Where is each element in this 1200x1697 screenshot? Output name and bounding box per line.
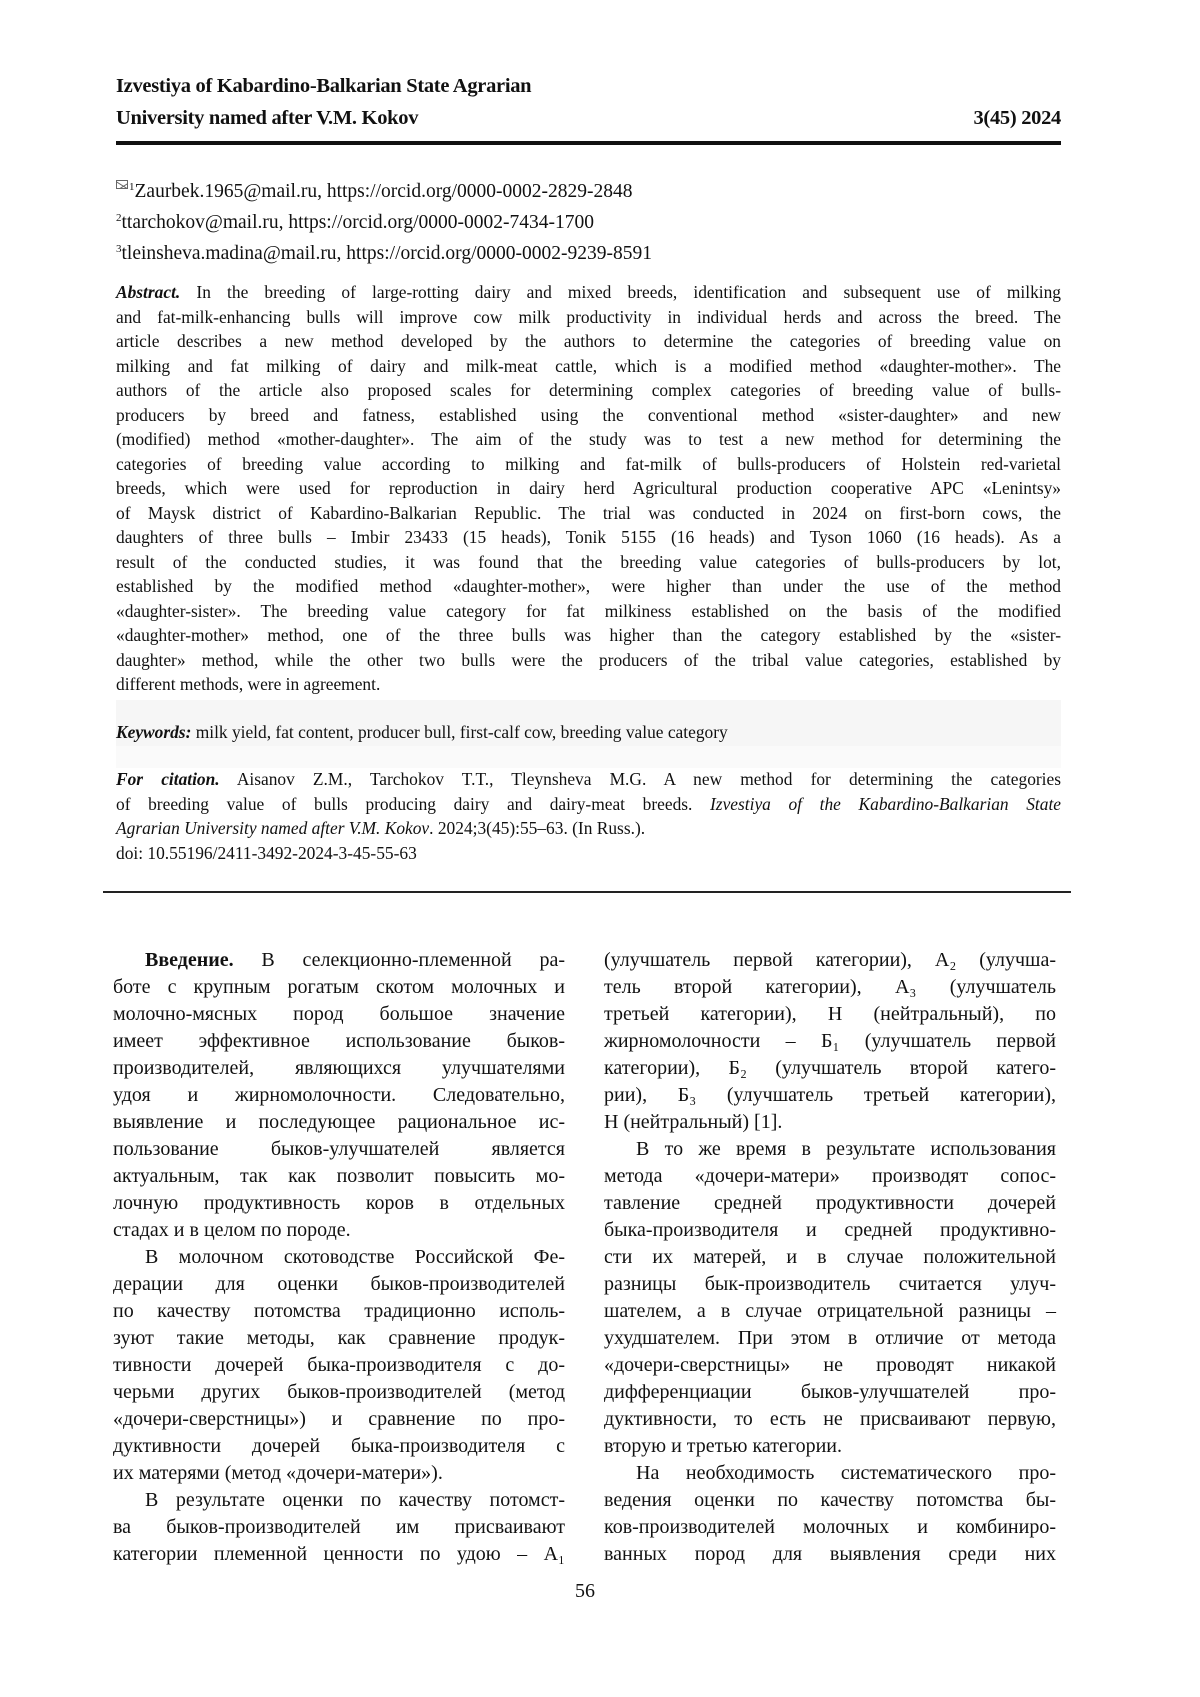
paragraph-line bbox=[604, 1271, 1056, 1298]
paragraph-text: по качеству потомства традиционно исполь- bbox=[113, 1300, 565, 1322]
paragraph-text: боте с крупным рогатым скотом молочных и bbox=[113, 976, 565, 998]
paragraph-line bbox=[113, 947, 565, 974]
abstract-text: «daughter-mother» method, one of the three bulls was higher than the category established by the «sister- bbox=[116, 625, 1061, 645]
paragraph-line bbox=[113, 1244, 565, 1271]
abstract-line bbox=[116, 525, 1061, 550]
paragraph-text: сти их матерей, и в случае положительной bbox=[604, 1246, 1056, 1268]
paragraph-line bbox=[604, 1352, 1056, 1379]
paragraph-line bbox=[604, 1460, 1056, 1487]
paragraph-text: зуют такие методы, как сравнение продук- bbox=[113, 1327, 565, 1349]
header-divider bbox=[116, 141, 1061, 145]
abstract bbox=[116, 280, 1061, 697]
paragraph-text: В селекционно-племенной ра- bbox=[234, 949, 565, 971]
paragraph-text: ва быков-производителей им присваивают bbox=[113, 1516, 565, 1538]
citation bbox=[116, 767, 1061, 865]
paragraph-text: пользование быков-улучшателей является bbox=[113, 1138, 565, 1160]
paragraph-line bbox=[113, 1163, 565, 1190]
citation-journal: Izvestiya of the Kabardino-Balkarian State bbox=[710, 794, 1061, 814]
paragraph-line bbox=[604, 974, 1056, 1001]
paragraph-line bbox=[113, 1541, 565, 1568]
paragraph-line bbox=[113, 1271, 565, 1298]
paragraph-text: тивности дочерей быка-производителя с до- bbox=[113, 1354, 565, 1376]
paragraph-line bbox=[604, 1433, 1056, 1460]
paragraph-text: быка-производителя и средней продуктивно- bbox=[604, 1219, 1056, 1241]
paragraph-line bbox=[604, 1028, 1056, 1055]
paragraph-line bbox=[113, 1325, 565, 1352]
affiliation-number: 1 bbox=[129, 181, 135, 193]
paragraph-line bbox=[604, 1487, 1056, 1514]
issue-number: 3(45) 2024 bbox=[973, 102, 1061, 134]
paragraph-line bbox=[604, 1325, 1056, 1352]
abstract-text: «daughter-sister». The breeding value category for fat milkiness established on the basis of the modified bbox=[116, 601, 1061, 621]
contact-line bbox=[116, 174, 652, 205]
paragraph-line bbox=[113, 974, 565, 1001]
paragraph-line bbox=[113, 1055, 565, 1082]
abstract-text: categories of breeding value according to milking and fat-milk of bulls-producers of Holstein red-varietal bbox=[116, 454, 1061, 474]
contact-line bbox=[116, 205, 652, 236]
paragraph-line bbox=[604, 1001, 1056, 1028]
paragraph-line bbox=[604, 1217, 1056, 1244]
abstract-line bbox=[116, 280, 1061, 305]
citation-text: of breeding value of bulls producing dairy and dairy-meat breeds. bbox=[116, 794, 710, 814]
paragraph-line bbox=[604, 1379, 1056, 1406]
abstract-label: Abstract. bbox=[116, 282, 180, 302]
abstract-line bbox=[116, 476, 1061, 501]
abstract-text: milking and fat milking of dairy and milk-meat cattle, which is a modified method «daughter-mother». The bbox=[116, 356, 1061, 376]
paragraph-line bbox=[604, 1541, 1056, 1568]
paragraph-line bbox=[113, 1001, 565, 1028]
paragraph-line bbox=[113, 1487, 565, 1514]
abstract-text: result of the conducted studies, it was found that the breeding value categories of bulls-producers by lot, bbox=[116, 552, 1061, 572]
paragraph-line bbox=[113, 1028, 565, 1055]
paragraph-line bbox=[113, 1190, 565, 1217]
paragraph-line bbox=[604, 947, 1056, 974]
citation-text: Aisanov Z.M., Tarchokov T.T., Tleynsheva M.G. A new method for determining the categories bbox=[220, 769, 1061, 789]
abstract-text: different methods, were in agreement. bbox=[116, 674, 380, 694]
abstract-line bbox=[116, 599, 1061, 624]
keywords-text: milk yield, fat content, producer bull, first-calf cow, breeding value category bbox=[191, 722, 727, 742]
abstract-text: In the breeding of large-rotting dairy and mixed breeds, identification and subsequent use of milking bbox=[180, 282, 1061, 302]
paragraph-line bbox=[113, 1406, 565, 1433]
abstract-text: producers by breed and fatness, established using the conventional method «sister-daughter» and new bbox=[116, 405, 1061, 425]
contact-text: tleinsheva.madina@mail.ru, https://orcid.org/0000-0002-9239-8591 bbox=[122, 243, 652, 264]
keywords-label: Keywords: bbox=[116, 722, 191, 742]
paragraph-text: На необходимость систематического про- bbox=[636, 1462, 1056, 1484]
abstract-text: established by the modified method «daughter-mother», were higher than under the use of the method bbox=[116, 576, 1061, 596]
abstract-text: authors of the article also proposed scales for determining complex categories of breeding value of bulls- bbox=[116, 380, 1061, 400]
paragraph-text: ухудшателем. При этом в отличие от метода bbox=[604, 1327, 1056, 1349]
paragraph-line bbox=[604, 1055, 1056, 1082]
paragraph-text: категории племенной ценности по удою – А₁ bbox=[113, 1543, 565, 1565]
citation-journal: Agrarian University named after V.M. Kokov bbox=[116, 818, 429, 838]
paragraph-text: третьей категории), Н (нейтральный), по bbox=[604, 1003, 1056, 1025]
paragraph-text: производителей, являющихся улучшателями bbox=[113, 1057, 565, 1079]
paragraph-text: Н (нейтральный) [1]. bbox=[604, 1111, 782, 1133]
abstract-line bbox=[116, 378, 1061, 403]
abstract-line bbox=[116, 574, 1061, 599]
abstract-text: daughters of three bulls – Imbir 23433 (15 heads), Tonik 5155 (16 heads) and Tyson 1060 (16 heads). As a bbox=[116, 527, 1061, 547]
paragraph-text: ков-производителей молочных и комбиниро- bbox=[604, 1516, 1056, 1538]
paragraph-line bbox=[113, 1136, 565, 1163]
envelope-icon bbox=[116, 180, 128, 189]
paragraph-line bbox=[604, 1163, 1056, 1190]
paragraph-line bbox=[113, 1433, 565, 1460]
abstract-line bbox=[116, 427, 1061, 452]
abstract-line bbox=[116, 672, 1061, 697]
body-column-left bbox=[113, 947, 565, 1568]
paragraph-text: В то же время в результате использования bbox=[636, 1138, 1056, 1160]
section-heading: Введение. bbox=[145, 949, 234, 971]
paragraph-text: тель второй категории), А₃ (улучшатель bbox=[604, 976, 1056, 998]
paragraph-line bbox=[113, 1352, 565, 1379]
running-header bbox=[116, 70, 1061, 134]
abstract-line bbox=[116, 501, 1061, 526]
citation-text: . 2024;3(45):55–63. (In Russ.). bbox=[429, 818, 645, 838]
abstract-line bbox=[116, 623, 1061, 648]
paragraph-line bbox=[604, 1136, 1056, 1163]
paragraph-text: рии), Б₃ (улучшатель третьей категории), bbox=[604, 1084, 1056, 1106]
paragraph-text: дифференциации быков-улучшателей про- bbox=[604, 1381, 1056, 1403]
paragraph-text: актуальным, так как позволит повысить мо- bbox=[113, 1165, 565, 1187]
paragraph-line bbox=[113, 1217, 565, 1244]
contact-text: ttarchokov@mail.ru, https://orcid.org/0000-0002-7434-1700 bbox=[122, 212, 595, 233]
paragraph-line bbox=[604, 1298, 1056, 1325]
paragraph-text: ведения оценки по качеству потомства бы- bbox=[604, 1489, 1056, 1511]
abstract-text: breeds, which were used for reproduction in dairy herd Agricultural production cooperative APC «Lenintsy» bbox=[116, 478, 1061, 498]
paragraph-text: имеет эффективное использование быков- bbox=[113, 1030, 565, 1052]
paragraph-text: стадах и в целом по породе. bbox=[113, 1219, 351, 1241]
paragraph-line bbox=[113, 1298, 565, 1325]
paragraph-text: черьми других быков-производителей (метод bbox=[113, 1381, 565, 1403]
abstract-line bbox=[116, 329, 1061, 354]
abstract-text: (modified) method «mother-daughter». The aim of the study was to test a new method for determining the bbox=[116, 429, 1061, 449]
journal-title-line2: University named after V.M. Kokov bbox=[116, 102, 1061, 134]
contact-line bbox=[116, 236, 652, 267]
keywords bbox=[116, 720, 1061, 745]
author-contacts bbox=[116, 174, 652, 267]
contact-text: Zaurbek.1965@mail.ru, https://orcid.org/0000-0002-2829-2848 bbox=[135, 181, 633, 202]
paragraph-line bbox=[604, 1406, 1056, 1433]
paragraph-line bbox=[604, 1244, 1056, 1271]
paragraph-line bbox=[113, 1379, 565, 1406]
body-column-right bbox=[604, 947, 1056, 1568]
abstract-text: and fat-milk-enhancing bulls will improve cow milk productivity in individual herds and across the breed. The bbox=[116, 307, 1061, 327]
paragraph-text: выявление и последующее рациональное ис- bbox=[113, 1111, 565, 1133]
paragraph-text: «дочери-сверстницы» не проводят никакой bbox=[604, 1354, 1056, 1376]
paragraph-line bbox=[113, 1514, 565, 1541]
paragraph-text: молочно-мясных пород большое значение bbox=[113, 1003, 565, 1025]
paragraph-line bbox=[604, 1109, 1056, 1136]
abstract-line bbox=[116, 452, 1061, 477]
abstract-line bbox=[116, 354, 1061, 379]
paragraph-line bbox=[113, 1082, 565, 1109]
abstract-text: daughter» method, while the other two bulls were the producers of the tribal value categories, established by bbox=[116, 650, 1061, 670]
paragraph-text: вторую и третью категории. bbox=[604, 1435, 842, 1457]
abstract-line bbox=[116, 648, 1061, 673]
paragraph-text: разницы бык-производитель считается улуч- bbox=[604, 1273, 1056, 1295]
affiliation-number: 2 bbox=[116, 212, 122, 224]
paragraph-text: «дочери-сверстницы») и сравнение по про- bbox=[113, 1408, 565, 1430]
paragraph-text: дуктивности, то есть не присваивают первую, bbox=[604, 1408, 1056, 1430]
citation-label: For citation. bbox=[116, 769, 220, 789]
paragraph-text: ванных пород для выявления среди них bbox=[604, 1543, 1056, 1565]
journal-title-line1: Izvestiya of Kabardino-Balkarian State Agrarian bbox=[116, 70, 1061, 102]
affiliation-number: 3 bbox=[116, 243, 122, 255]
abstract-line bbox=[116, 403, 1061, 428]
paragraph-line bbox=[113, 1109, 565, 1136]
doi: doi: 10.55196/2411-3492-2024-3-45-55-63 bbox=[116, 841, 1061, 866]
paragraph-line bbox=[604, 1082, 1056, 1109]
abstract-line bbox=[116, 305, 1061, 330]
paragraph-text: В молочном скотоводстве Российской Фе- bbox=[145, 1246, 565, 1268]
abstract-line bbox=[116, 550, 1061, 575]
paragraph-text: дуктивности дочерей быка-производителя с bbox=[113, 1435, 565, 1457]
citation-band bbox=[116, 746, 1061, 768]
paragraph-text: шателем, а в случае отрицательной разницы – bbox=[604, 1300, 1056, 1322]
page-number: 56 bbox=[0, 1580, 1170, 1603]
paragraph-line bbox=[604, 1514, 1056, 1541]
paragraph-text: тавление средней продуктивности дочерей bbox=[604, 1192, 1056, 1214]
paragraph-text: удоя и жирномолочности. Следовательно, bbox=[113, 1084, 565, 1106]
paragraph-text: дерации для оценки быков-производителей bbox=[113, 1273, 565, 1295]
section-divider bbox=[103, 891, 1071, 893]
paragraph-text: лочную продуктивность коров в отдельных bbox=[113, 1192, 565, 1214]
paragraph-text: (улучшатель первой категории), А₂ (улучша- bbox=[604, 949, 1056, 971]
paragraph-line bbox=[113, 1460, 565, 1487]
paragraph-text: В результате оценки по качеству потомст- bbox=[145, 1489, 565, 1511]
paragraph-text: категории), Б₂ (улучшатель второй катего- bbox=[604, 1057, 1056, 1079]
paragraph-text: их матерями (метод «дочери-матери»). bbox=[113, 1462, 443, 1484]
paragraph-text: метода «дочери-матери» производят сопос- bbox=[604, 1165, 1056, 1187]
abstract-text: article describes a new method developed by the authors to determine the categories of breeding value on bbox=[116, 331, 1061, 351]
paragraph-line bbox=[604, 1190, 1056, 1217]
abstract-text: of Maysk district of Kabardino-Balkarian Republic. The trial was conducted in 2024 on first-born cows, the bbox=[116, 503, 1061, 523]
paragraph-text: жирномолочности – Б₁ (улучшатель первой bbox=[604, 1030, 1056, 1052]
